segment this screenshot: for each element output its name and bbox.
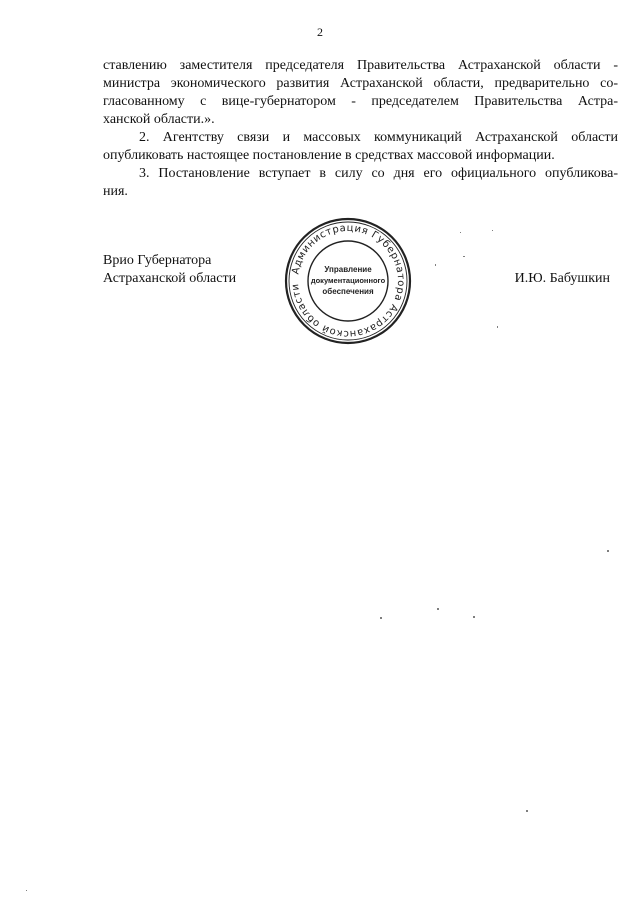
- scan-speck: [463, 256, 465, 257]
- text-line: ханской области.».: [103, 112, 215, 127]
- signature-title-line: Астраханской области: [103, 271, 237, 286]
- scan-speck: [460, 232, 461, 233]
- scan-speck: [607, 550, 609, 552]
- page-number: 2: [317, 25, 323, 39]
- document-body: [103, 57, 618, 201]
- seal-inner-line: Управление: [324, 265, 372, 274]
- text-line: 2. Агентству связи и массовых коммуникаций Астраханской области: [139, 130, 618, 145]
- scan-speck: [435, 264, 436, 266]
- signature-title: [103, 252, 236, 288]
- seal-inner-line: документационного: [310, 276, 386, 285]
- scan-speck: [26, 890, 27, 891]
- seal-outer-text: Администрация Губернатора Астраханской области: [289, 222, 407, 340]
- text-line: опубликовать настоящее постановление в средствах массовой информации.: [103, 148, 555, 163]
- scan-speck: [526, 810, 528, 812]
- paragraph-3: [103, 165, 618, 201]
- scan-speck: [497, 326, 498, 328]
- official-seal: [283, 216, 413, 346]
- signature-title-line: Врио Губернатора: [103, 253, 212, 268]
- paragraph-2: [103, 129, 618, 165]
- text-line: министра экономического развития Астраханской области, предварительно со-: [103, 76, 618, 91]
- text-line: гласованному с вице-губернатором - председателем Правительства Астра-: [103, 94, 618, 109]
- seal-inner-line: обеспечения: [322, 287, 374, 296]
- paragraph-1: [103, 57, 618, 129]
- text-line: ния.: [103, 184, 128, 199]
- text-line: 3. Постановление вступает в силу со дня его официального опубликова-: [139, 166, 618, 181]
- scan-speck: [473, 616, 475, 618]
- scan-speck: [492, 230, 493, 231]
- scan-speck: [380, 617, 382, 619]
- scan-speck: [437, 608, 439, 610]
- text-line: ставлению заместителя председателя Правительства Астраханской области -: [103, 58, 618, 73]
- signer-name: И.Ю. Бабушкин: [514, 271, 610, 286]
